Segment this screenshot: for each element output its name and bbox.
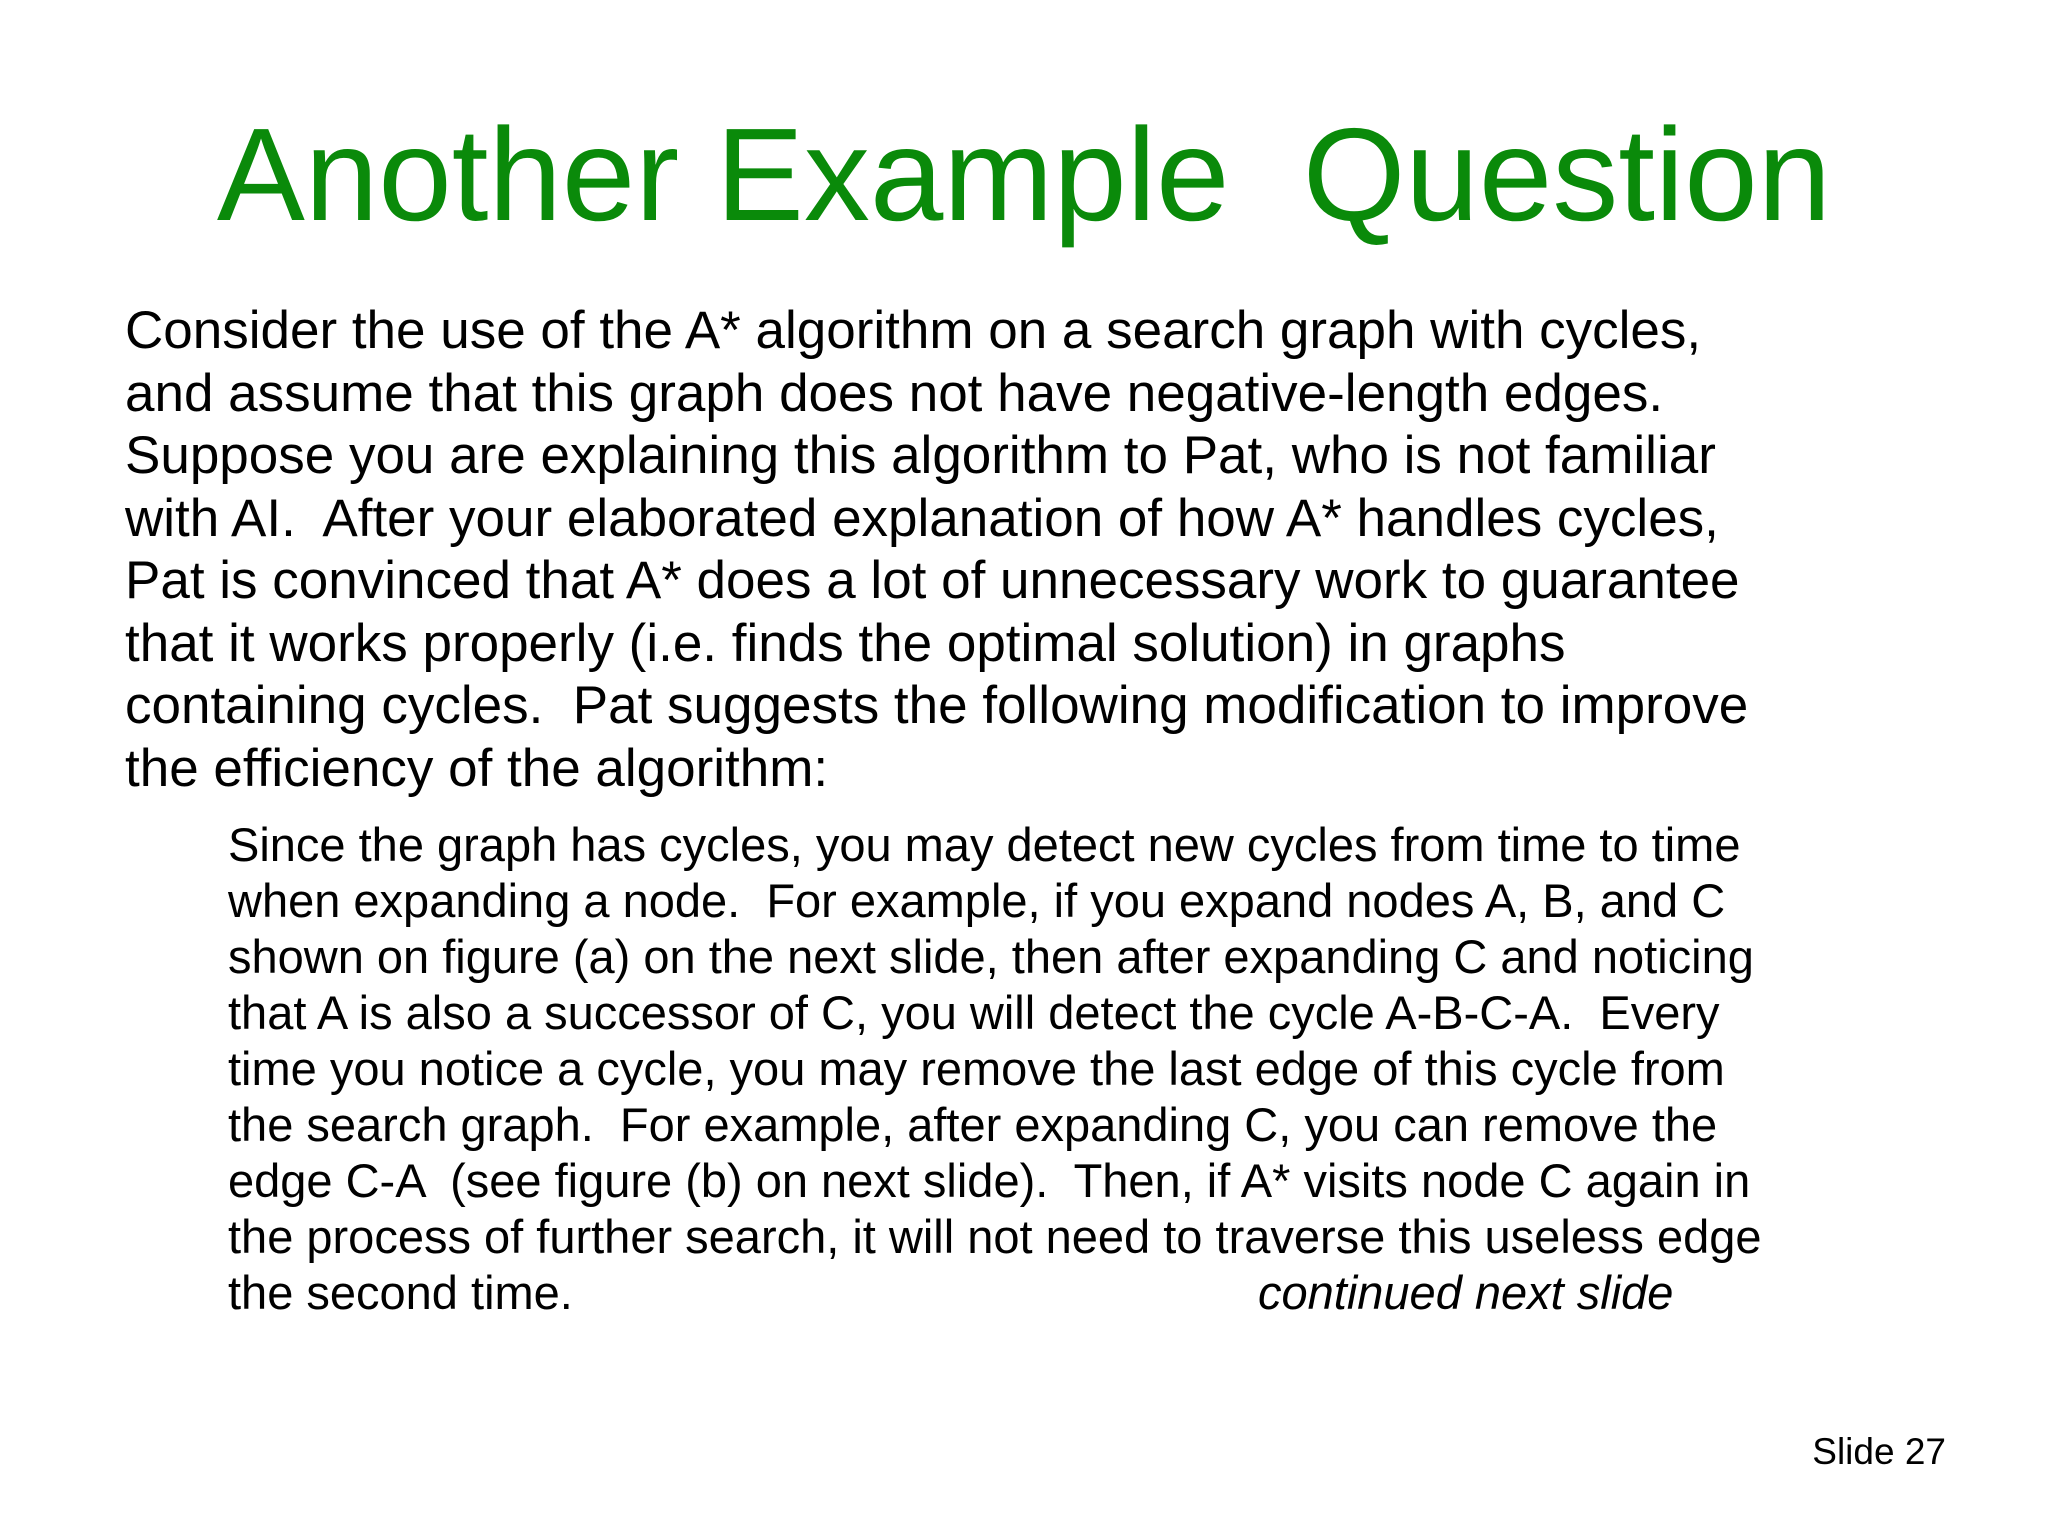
quote-line: shown on figure (a) on the next slide, then after expanding C and noticing <box>228 930 1754 983</box>
quote-line: the process of further search, it will not need to traverse this useless edge <box>228 1210 1762 1263</box>
paragraph-line: Consider the use of the A* algorithm on a search graph with cycles, <box>125 301 1702 360</box>
pat-suggestion-quote <box>228 817 2008 1321</box>
quote-last-line-row <box>228 1265 2008 1321</box>
paragraph-line: the efficiency of the algorithm: <box>125 738 829 798</box>
question-paragraph <box>125 300 1985 800</box>
slide-title: Another Example Question <box>216 101 1832 248</box>
quote-line: the search graph. For example, after expanding C, you can remove the <box>228 1098 1718 1151</box>
paragraph-line: and assume that this graph does not have negative-length edges. <box>125 363 1664 423</box>
continued-note: continued next slide <box>1258 1266 1674 1319</box>
quote-line: edge C-A (see figure (b) on next slide). Then, if A* visits node C again in <box>228 1154 1751 1207</box>
paragraph-line: that it works properly (i.e. finds the optimal solution) in graphs <box>125 613 1566 673</box>
paragraph-line: with AI. After your elaborated explanation of how A* handles cycles, <box>125 488 1719 548</box>
paragraph-line: Suppose you are explaining this algorithm to Pat, who is not familiar <box>125 426 1716 485</box>
quote-line: time you notice a cycle, you may remove the last edge of this cycle from <box>228 1042 1725 1095</box>
paragraph-line: Pat is convinced that A* does a lot of unnecessary work to guarantee <box>125 551 1740 610</box>
slide-number: Slide 27 <box>1812 1431 1946 1472</box>
question-body <box>125 300 1985 800</box>
quote-line: that A is also a successor of C, you will detect the cycle A-B-C-A. Every <box>228 986 1720 1039</box>
paragraph-line: containing cycles. Pat suggests the following modification to improve <box>125 676 1749 735</box>
quote-line: Since the graph has cycles, you may detect new cycles from time to time <box>228 818 1741 871</box>
quote-line: when expanding a node. For example, if you expand nodes A, B, and C <box>228 874 1726 927</box>
quote-last-line: the second time. <box>228 1266 573 1319</box>
